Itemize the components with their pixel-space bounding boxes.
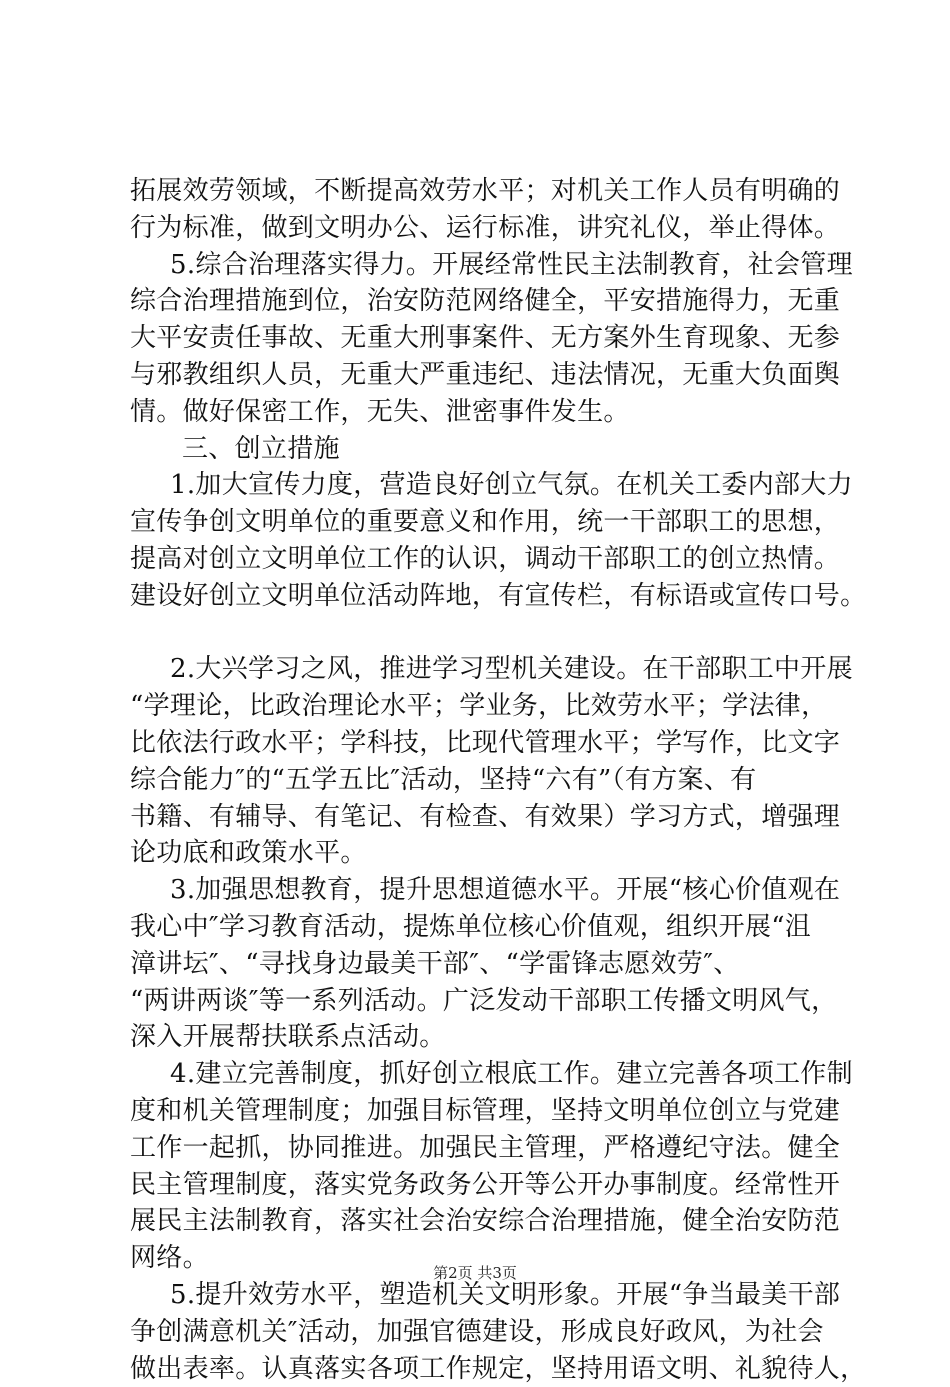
text-line: 综合能力″的“五学五比″活动，坚持“六有”（有方案、有 [130, 762, 836, 799]
text-line: 2.大兴学习之风，推进学习型机关建设。在干部职工中开展 [130, 651, 836, 688]
text-line: 建设好创立文明单位活动阵地，有宣传栏，有标语或宣传口号。 [130, 578, 836, 615]
text-line: 展民主法制教育，落实社会治安综合治理措施，健全治安防范 [130, 1203, 836, 1240]
text-line: “学理论，比政治理论水平；学业务，比效劳水平；学法律， [130, 688, 836, 725]
text-line: 民主管理制度，落实党务政务公开等公开办事制度。经常性开 [130, 1167, 836, 1204]
text-line: 书籍、有辅导、有笔记、有检查、有效果）学习方式，增强理 [130, 799, 836, 836]
text-line: 做出表率。认真落实各项工作规定，坚持用语文明、礼貌待人， [130, 1351, 836, 1387]
text-line: 度和机关管理制度；加强目标管理，坚持文明单位创立与党建 [130, 1093, 836, 1130]
section-heading: 三、创立措施 [130, 431, 836, 468]
text-line: 工作一起抓，协同推进。加强民主管理，严格遵纪守法。健全 [130, 1130, 836, 1167]
text-line: 5.提升效劳水平，塑造机关文明形象。开展“争当最美干部 [130, 1277, 836, 1314]
page-number-footer: 第2页 共3页 [0, 1263, 950, 1283]
text-line: 行为标准，做到文明办公、运行标准，讲究礼仪，举止得体。 [130, 210, 836, 247]
text-line: 与邪教组织人员，无重大严重违纪、违法情况，无重大负面舆 [130, 357, 836, 394]
text-line: “两讲两谈″等一系列活动。广泛发动干部职工传播文明风气， [130, 983, 836, 1020]
text-line: 拓展效劳领域，不断提高效劳水平；对机关工作人员有明确的 [130, 173, 836, 210]
text-line: 争创满意机关″活动，加强官德建设，形成良好政风，为社会 [130, 1314, 836, 1351]
text-line: 大平安责任事故、无重大刑事案件、无方案外生育现象、无参 [130, 320, 836, 357]
document-body [130, 173, 836, 1387]
text-line: 我心中″学习教育活动，提炼单位核心价值观，组织开展“沮 [130, 909, 836, 946]
text-line: 3.加强思想教育，提升思想道德水平。开展“核心价值观在 [130, 872, 836, 909]
text-line: 4.建立完善制度，抓好创立根底工作。建立完善各项工作制 [130, 1056, 836, 1093]
text-line: 深入开展帮扶联系点活动。 [130, 1019, 836, 1056]
text-line: 综合治理措施到位，治安防范网络健全，平安措施得力，无重 [130, 283, 836, 320]
text-line: 漳讲坛″、“寻找身边最美干部″、“学雷锋志愿效劳″、 [130, 946, 836, 983]
text-line: 1.加大宣传力度，营造良好创立气氛。在机关工委内部大力 [130, 467, 836, 504]
text-line: 情。做好保密工作，无失、泄密事件发生。 [130, 394, 836, 431]
text-line: 论功底和政策水平。 [130, 835, 836, 872]
text-line: 5.综合治理落实得力。开展经常性民主法制教育，社会管理 [130, 247, 836, 284]
text-line: 提高对创立文明单位工作的认识，调动干部职工的创立热情。 [130, 541, 836, 578]
text-line: 宣传争创文明单位的重要意义和作用，统一干部职工的思想， [130, 504, 836, 541]
text-line: 比依法行政水平；学科技，比现代管理水平；学写作，比文字 [130, 725, 836, 762]
text-line: 网络。 [130, 1240, 836, 1277]
paragraph-gap [130, 615, 836, 652]
